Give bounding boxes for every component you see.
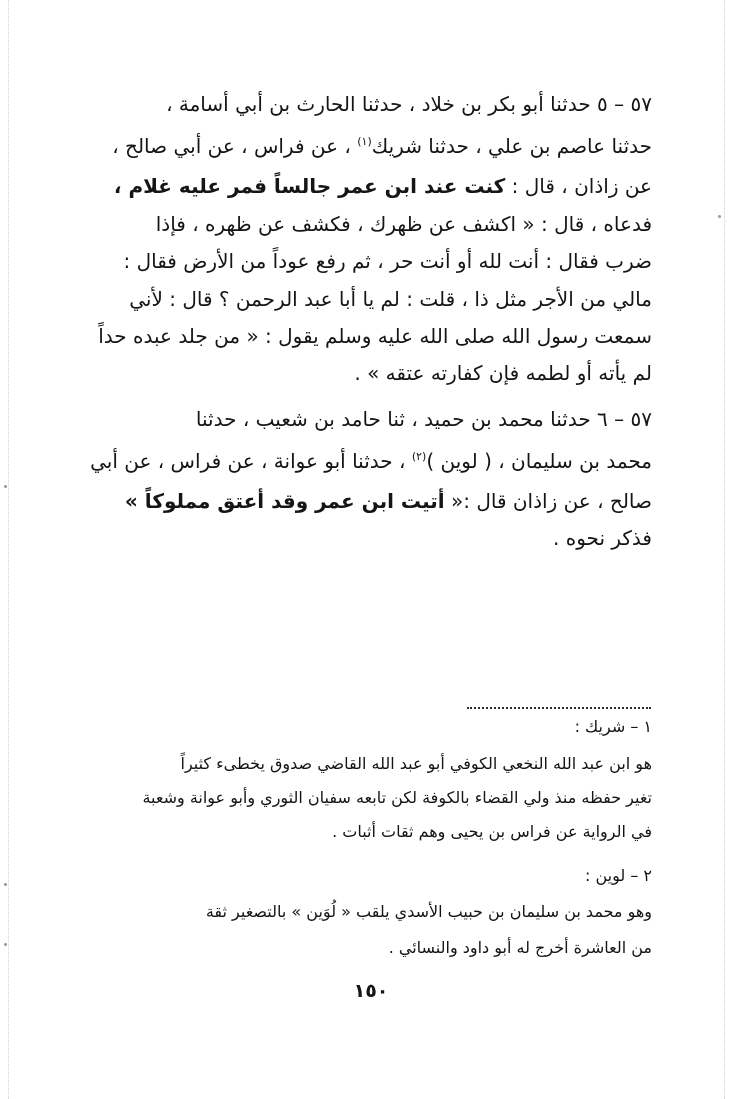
hadith-57-6-line-2 bbox=[80, 443, 652, 483]
hadith-57-5-line-1: ٥٧ – ٥ حدثنا أبو بكر بن خلاد ، حدثنا الحارث بن أبي أسامة ، bbox=[166, 92, 652, 116]
footnote-1-line-1: هو ابن عبد الله النخعي الكوفي أبو عبد الله القاضي صدوق يخطىء كثيراً bbox=[180, 754, 652, 773]
footnote-separator bbox=[467, 707, 651, 709]
scan-speck bbox=[718, 215, 721, 218]
hadith-57-5-line-8: لم يأته أو لطمه فإن كفارته عتقه » . bbox=[354, 361, 652, 385]
hadith-text: محمد بن سليمان ، ( لوين ) bbox=[426, 449, 652, 473]
page-number: ١٥٠ bbox=[353, 980, 389, 1002]
scan-speck bbox=[4, 943, 7, 946]
footnote-ref-2: (٢) bbox=[411, 450, 427, 463]
footnote-2-line-2: من العاشرة أخرج له أبو داود والنسائي . bbox=[388, 938, 652, 957]
footnote-2-line-1: وهو محمد بن سليمان بن حبيب الأسدي يلقب « لُوَين » بالتصغير ثقة bbox=[205, 902, 652, 921]
hadith-text: ، حدثنا أبو عوانة ، عن فراس ، عن أبي bbox=[90, 449, 412, 473]
footnote-2-heading: ٢ – لوين : bbox=[584, 866, 652, 885]
hadith-text: ، عن فراس ، عن أبي صالح ، bbox=[112, 134, 358, 158]
hadith-matn-text: أتيت ابن عمر وقد أعتق مملوكاً » bbox=[124, 489, 445, 513]
hadith-57-5-line-7: سمعت رسول الله صلى الله عليه وسلم يقول : « من جلد عبده حداً bbox=[98, 324, 652, 348]
footnote-1-line-3: في الرواية عن فراس بن يحيى وهم ثقات أثبات . bbox=[332, 822, 652, 841]
hadith-matn-text: كنت عند ابن عمر جالساً فمر عليه غلام ، bbox=[113, 174, 506, 198]
hadith-57-5-line-6: مالي من الأجر مثل ذا ، قلت : لم يا أبا عبد الرحمن ؟ قال : لأني bbox=[129, 287, 652, 311]
hadith-text: صالح ، عن زاذان قال :« bbox=[444, 489, 652, 513]
hadith-57-5-line-5: ضرب فقال : أنت لله أو أنت حر ، ثم رفع عوداً من الأرض فقال : bbox=[123, 249, 652, 273]
scan-edge-right bbox=[724, 0, 725, 1099]
scan-edge-left bbox=[8, 0, 9, 1099]
footnote-ref-1: (١) bbox=[357, 135, 372, 148]
hadith-text: عن زاذان ، قال : bbox=[505, 174, 652, 198]
footnote-1-line-2: تغير حفظه منذ ولي القضاء بالكوفة لكن تابعه سفيان الثوري وأبو عوانة وشعبة bbox=[142, 788, 652, 807]
hadith-57-6-line-3 bbox=[80, 483, 652, 523]
hadith-57-5-line-2 bbox=[80, 128, 652, 168]
scan-speck bbox=[4, 485, 7, 488]
hadith-57-5-line-3 bbox=[80, 168, 652, 208]
footnote-1-heading: ١ – شريك : bbox=[574, 717, 652, 736]
hadith-57-6-line-1: ٥٧ – ٦ حدثنا محمد بن حميد ، ثنا حامد بن شعيب ، حدثنا bbox=[195, 407, 652, 431]
hadith-57-5-line-4: فدعاه ، قال : « اكشف عن ظهرك ، فكشف عن ظهره ، فإذا bbox=[155, 212, 652, 236]
scan-speck bbox=[4, 883, 7, 886]
hadith-57-6-line-4: فذكر نحوه . bbox=[553, 526, 652, 550]
hadith-text: حدثنا عاصم بن علي ، حدثنا شريك bbox=[371, 134, 652, 158]
